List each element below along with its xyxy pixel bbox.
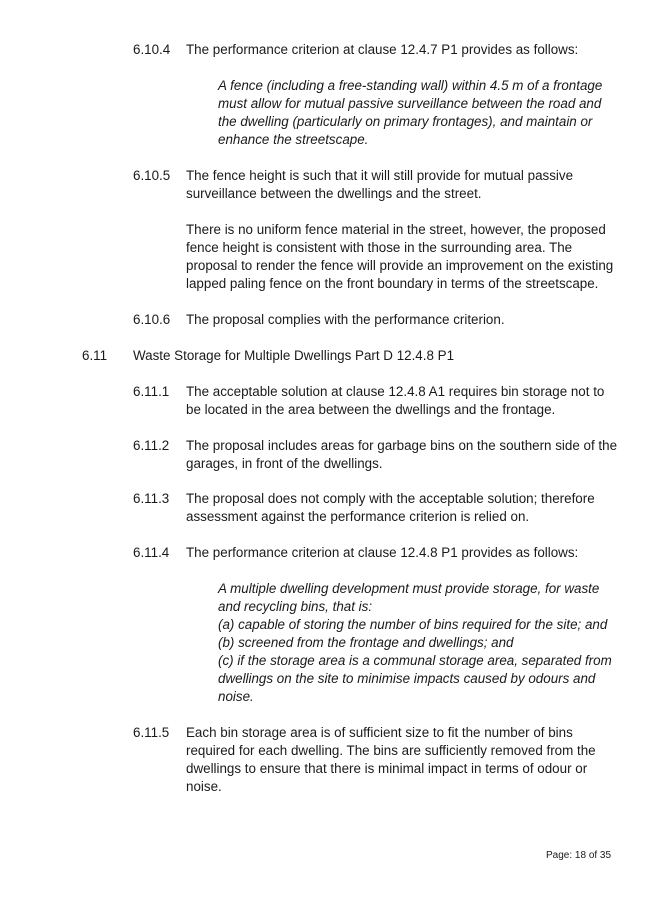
paragraph-text: The proposal does not comply with the acceptable solution; therefore assessment against the performance criterion is relied on.: [186, 491, 595, 524]
paragraph-fence-material: There is no uniform fence material in the street, however, the proposed fence height is consistent with those in the surrounding area. The proposal to render the fence will provide an improvement on the existing lapped paling fence on the front boundary in terms of the streetscape.: [186, 222, 614, 291]
paragraph-text: The proposal complies with the performance criterion.: [186, 312, 505, 327]
paragraph-text: The proposal includes areas for garbage bins on the southern side of the garages, in front of the dwellings.: [186, 438, 618, 471]
paragraph-number: 6.11.2: [133, 438, 170, 453]
section-title: Waste Storage for Multiple Dwellings Part D 12.4.8 P1: [133, 348, 455, 363]
paragraph-number: 6.11.4: [133, 545, 170, 560]
paragraph-text: Each bin storage area is of sufficient size to fit the number of bins required for each dwelling. The bins are sufficiently removed from the dwellings to ensure that there is minimal impact in terms of odour or noise.: [186, 725, 596, 794]
paragraph-number: 6.11.3: [133, 491, 170, 506]
section-number: 6.11: [82, 348, 108, 363]
block-quote-waste-criterion: A multiple dwelling development must provide storage, for waste and recycling bins, that is: (a) capable of storing the number of bins required for the site; and (b) screened from the frontage and dwellings; and (c) if the storage area is a communal storage area, separated from dwellings on the site to minimise impacts caused by odours and noise.: [218, 581, 612, 704]
block-quote-fence-criterion: A fence (including a free-standing wall) within 4.5 m of a frontage must allow for mutual passive surveillance between the road and the dwelling (particularly on primary frontages), and maintain or enhance the streetscape.: [218, 78, 603, 147]
page-number-footer: Page: 18 of 35: [546, 850, 612, 861]
paragraph-text: The performance criterion at clause 12.4.8 P1 provides as follows:: [186, 545, 579, 560]
paragraph-text: The performance criterion at clause 12.4.7 P1 provides as follows:: [186, 42, 579, 57]
paragraph-number: 6.10.6: [133, 312, 171, 327]
paragraph-number: 6.10.4: [133, 42, 171, 57]
paragraph-number: 6.11.5: [133, 725, 170, 740]
paragraph-text: The fence height is such that it will still provide for mutual passive surveillance between the dwellings and the street.: [186, 168, 574, 201]
paragraph-number: 6.10.5: [133, 168, 171, 183]
paragraph-text: The acceptable solution at clause 12.4.8 A1 requires bin storage not to be located in the area between the dwellings and the frontage.: [186, 384, 605, 417]
paragraph-number: 6.11.1: [133, 384, 170, 399]
